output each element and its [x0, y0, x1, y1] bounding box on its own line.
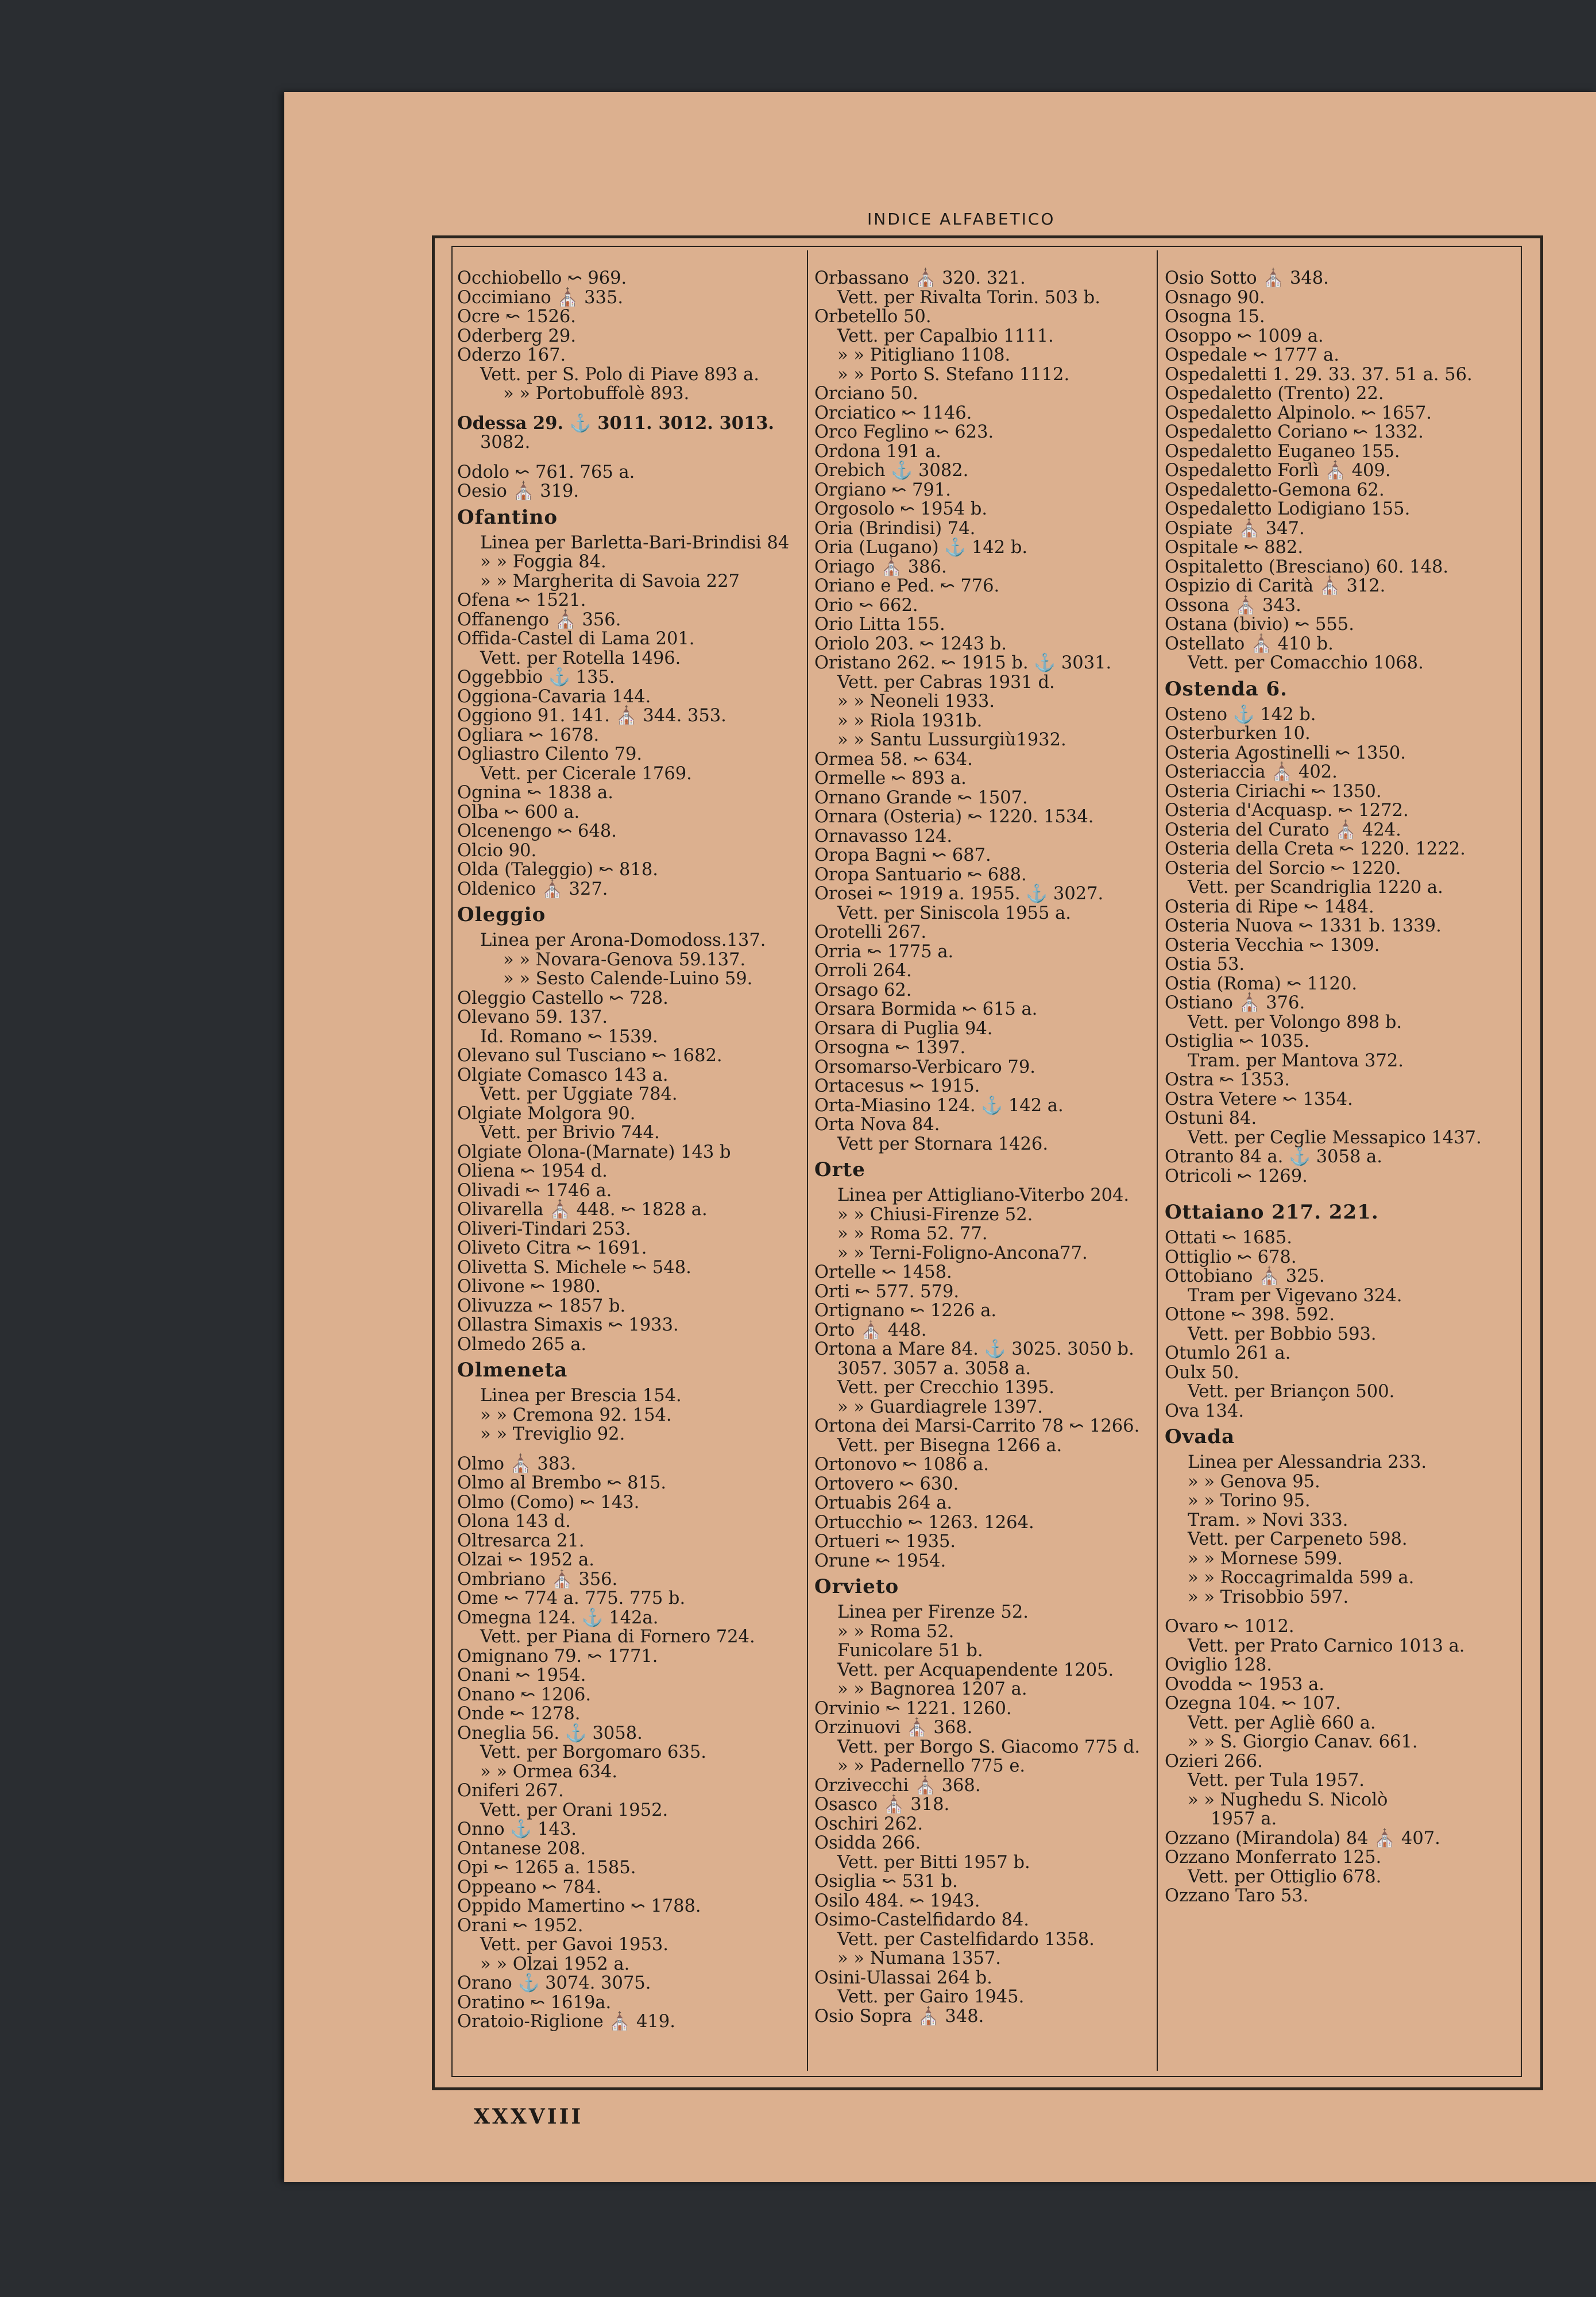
index-entry: Orta Nova 84. — [814, 1115, 940, 1135]
index-entry: Oggiona-Cavaria 144. — [457, 686, 651, 707]
index-entry: » » Portobuffolè 893. — [503, 384, 690, 404]
index-entry: Olgiate Olona-(Marnate) 143 b — [457, 1142, 731, 1162]
index-entry: Orebich ⚓ 3082. — [814, 461, 969, 481]
index-entry: Orsago 62. — [814, 980, 912, 1000]
index-entry: Orciano 50. — [814, 384, 918, 404]
index-entry: Olba ↜ 600 a. — [457, 802, 580, 822]
index-entry: Ospedaletto (Trento) 22. — [1165, 384, 1384, 404]
index-entry: Vett. per Cabras 1931 d. — [837, 672, 1055, 693]
index-entry: Olivuzza ↜ 1857 b. — [457, 1296, 626, 1316]
index-entry: Oppido Mamertino ↜ 1788. — [457, 1896, 701, 1916]
index-entry: 3057. 3057 a. 3058 a. — [837, 1358, 1031, 1379]
index-entry: Ostia (Roma) ↜ 1120. — [1165, 973, 1358, 994]
index-entry: Orroli 264. — [814, 961, 912, 981]
index-entry: 3082. — [480, 432, 531, 453]
index-entry: Ovaro ↜ 1012. — [1165, 1617, 1294, 1637]
index-entry: Osteria del Sorcio ↜ 1220. — [1165, 858, 1401, 879]
index-column-3 — [1165, 269, 1521, 1906]
index-entry: Ortignano ↜ 1226 a. — [814, 1301, 997, 1321]
index-entry: Ozzano (Mirandola) 84 ⛪ 407. — [1165, 1828, 1440, 1849]
index-entry: Ospedaletto Alpinolo. ↜ 1657. — [1165, 403, 1432, 423]
index-entry: Vett. per S. Polo di Piave 893 a. — [480, 364, 759, 385]
index-entry: » » Nughedu S. Nicolò — [1188, 1789, 1388, 1810]
index-entry: Ozegna 104. ↜ 107. — [1165, 1693, 1341, 1714]
index-entry: » » S. Giorgio Canav. 661. — [1188, 1732, 1418, 1752]
index-entry: Ostra ↜ 1353. — [1165, 1070, 1290, 1090]
index-entry: Vett. per Cicerale 1769. — [480, 763, 692, 784]
index-entry: Ogliastro Cilento 79. — [457, 744, 643, 764]
index-entry: Onani ↜ 1954. — [457, 1665, 586, 1685]
index-entry: Orbetello 50. — [814, 307, 932, 327]
index-entry: Oggebbio ⚓ 135. — [457, 667, 615, 687]
index-entry: » » Riola 1931b. — [837, 710, 983, 731]
section-heading: Ostenda 6. — [1165, 677, 1288, 701]
index-entry: Vett. per Bisegna 1266 a. — [837, 1435, 1062, 1456]
index-entry: Osasco ⛪ 318. — [814, 1795, 950, 1815]
index-entry: Ormea 58. ↜ 634. — [814, 749, 973, 769]
index-entry: Ortueri ↜ 1935. — [814, 1532, 956, 1552]
index-entry: Oniferi 267. — [457, 1781, 564, 1801]
spacer — [1165, 1607, 1521, 1617]
index-entry: Osilo 484. ↜ 1943. — [814, 1890, 980, 1911]
index-entry: Ornara (Osteria) ↜ 1220. 1534. — [814, 807, 1094, 827]
spacer — [457, 404, 802, 414]
index-entry: Orti ↜ 577. 579. — [814, 1281, 960, 1302]
index-entry: Occhiobello ↜ 969. — [457, 268, 627, 288]
section-heading: Oleggio — [457, 903, 546, 926]
index-entry: Vett. per Acquapendente 1205. — [837, 1660, 1114, 1680]
index-entry: Oropa Santuario ↜ 688. — [814, 864, 1027, 885]
index-entry: Osteno ⚓ 142 b. — [1165, 704, 1316, 725]
index-entry: Occimiano ⛪ 335. — [457, 287, 624, 308]
index-entry: Oliena ↜ 1954 d. — [457, 1161, 608, 1181]
index-entry: » » Terni-Foligno-Ancona77. — [837, 1243, 1088, 1263]
index-entry: Oriano e Ped. ↜ 776. — [814, 576, 1000, 596]
index-entry: Vett. per Scandriglia 1220 a. — [1188, 877, 1443, 898]
index-entry: Ostia 53. — [1165, 954, 1245, 975]
index-entry: » » Treviglio 92. — [480, 1424, 625, 1444]
index-entry: Orta-Miasino 124. ⚓ 142 a. — [814, 1095, 1064, 1116]
index-entry: Olcio 90. — [457, 840, 537, 861]
index-entry: Vett. per Borgo S. Giacomo 775 d. — [837, 1737, 1141, 1757]
index-entry: Orotelli 267. — [814, 922, 927, 942]
section-heading: Ofantino — [457, 505, 558, 529]
index-entry: Osio Sopra ⛪ 348. — [814, 2006, 984, 2027]
index-entry: Ome ↜ 774 a. 775. 775 b. — [457, 1588, 686, 1608]
index-entry: Omegna 124. ⚓ 142a. — [457, 1607, 659, 1628]
index-entry: Linea per Brescia 154. — [480, 1386, 682, 1406]
index-entry: Osteriaccia ⛪ 402. — [1165, 762, 1338, 782]
index-entry: Vett. per Agliè 660 a. — [1188, 1712, 1376, 1733]
index-entry: Osio Sotto ⛪ 348. — [1165, 268, 1329, 288]
index-column-2 — [814, 269, 1159, 2026]
index-entry: Osnago 90. — [1165, 287, 1265, 308]
index-entry: » » Sesto Calende-Luino 59. — [503, 969, 753, 989]
index-entry: Osteria della Creta ↜ 1220. 1222. — [1165, 839, 1466, 859]
index-entry: Ontanese 208. — [457, 1838, 586, 1859]
index-entry: Ossona ⛪ 343. — [1165, 595, 1301, 616]
page-header: INDICE ALFABETICO — [867, 210, 1056, 229]
index-entry: Ottone ↜ 398. 592. — [1165, 1305, 1335, 1325]
index-entry: » » Padernello 775 e. — [837, 1756, 1026, 1776]
index-entry: Offida-Castel di Lama 201. — [457, 629, 695, 649]
index-entry: Orani ↜ 1952. — [457, 1915, 583, 1936]
index-entry: Olivetta S. Michele ↜ 548. — [457, 1257, 691, 1278]
index-entry: Orio ↜ 662. — [814, 595, 918, 616]
index-entry: » » Foggia 84. — [480, 552, 606, 572]
index-entry: » » Chiusi-Firenze 52. — [837, 1204, 1033, 1225]
index-entry: Oltresarca 21. — [457, 1530, 585, 1551]
index-entry: Otranto 84 a. ⚓ 3058 a. — [1165, 1147, 1382, 1167]
index-entry: Oschiri 262. — [814, 1813, 923, 1834]
index-entry: Ovodda ↜ 1953 a. — [1165, 1674, 1324, 1695]
index-entry: Oristano 262. ↜ 1915 b. ⚓ 3031. — [814, 653, 1112, 673]
index-entry: Ostana (bivio) ↜ 555. — [1165, 614, 1354, 635]
index-entry: Olda (Taleggio) ↜ 818. — [457, 860, 658, 880]
index-column-1 — [457, 269, 802, 2032]
index-entry: Ordona 191 a. — [814, 441, 941, 462]
index-entry: Vett. per Carpeneto 598. — [1188, 1529, 1408, 1549]
index-entry: Vett. per Gairo 1945. — [837, 1987, 1025, 2007]
index-entry: Osogna 15. — [1165, 307, 1265, 327]
index-entry: Olgiate Comasco 143 a. — [457, 1065, 668, 1085]
index-entry: Vett. per Rivalta Torin. 503 b. — [837, 287, 1100, 308]
index-entry: Ogliara ↜ 1678. — [457, 725, 600, 745]
index-entry: Oriolo 203. ↜ 1243 b. — [814, 633, 1007, 654]
index-entry: Opi ↜ 1265 a. 1585. — [457, 1858, 636, 1878]
index-entry: Ortovero ↜ 630. — [814, 1474, 959, 1494]
index-entry: Vett. per Rotella 1496. — [480, 648, 681, 668]
index-entry: Osteria di Ripe ↜ 1484. — [1165, 896, 1374, 917]
index-entry: Ostuni 84. — [1165, 1108, 1257, 1128]
index-entry: Osteria Vecchia ↜ 1309. — [1165, 935, 1380, 956]
index-entry: Tram. » Novi 333. — [1188, 1510, 1348, 1530]
index-entry: Oldenico ⛪ 327. — [457, 879, 608, 899]
index-entry: Ospedaletto Forlì ⛪ 409. — [1165, 461, 1391, 481]
index-entry: Olivone ↜ 1980. — [457, 1277, 601, 1297]
index-entry: Oria (Brindisi) 74. — [814, 518, 976, 539]
index-entry: Ortelle ↜ 1458. — [814, 1262, 952, 1282]
index-entry: » » Mornese 599. — [1188, 1548, 1343, 1569]
index-entry: Orsara Bormida ↜ 615 a. — [814, 999, 1038, 1019]
index-entry: Ospedaletto Coriano ↜ 1332. — [1165, 422, 1424, 442]
index-entry: Ospiate ⛪ 347. — [1165, 518, 1305, 539]
index-entry: Osteria d'Acquasp. ↜ 1272. — [1165, 801, 1409, 821]
index-entry: Ospedaletti 1. 29. 33. 37. 51 a. 56. — [1165, 364, 1473, 385]
index-entry: Ospitale ↜ 882. — [1165, 537, 1304, 558]
index-entry: Ospedaletto-Gemona 62. — [1165, 479, 1385, 500]
index-entry: » » Ormea 634. — [480, 1761, 618, 1782]
index-entry: Tram. per Mantova 372. — [1188, 1050, 1404, 1071]
index-entry: Orzinuovi ⛪ 368. — [814, 1718, 973, 1738]
index-entry: Olevano sul Tusciano ↜ 1682. — [457, 1046, 722, 1066]
index-entry: Olmo al Brembo ↜ 815. — [457, 1473, 667, 1493]
index-entry: Olivadi ↜ 1746 a. — [457, 1180, 612, 1201]
index-entry: Orvinio ↜ 1221. 1260. — [814, 1698, 1012, 1719]
index-entry: Oppeano ↜ 784. — [457, 1877, 602, 1897]
index-entry: Oneglia 56. ⚓ 3058. — [457, 1723, 643, 1743]
index-entry: » » Bagnorea 1207 a. — [837, 1679, 1027, 1699]
index-entry: » » Santu Lussurgiù1932. — [837, 730, 1066, 750]
index-entry: Oropa Bagni ↜ 687. — [814, 845, 991, 865]
index-entry: Vett. per Prato Carnico 1013 a. — [1188, 1635, 1465, 1656]
index-entry: Orciatico ↜ 1146. — [814, 403, 972, 423]
index-entry: Otumlo 261 a. — [1165, 1343, 1291, 1363]
index-entry: Tram per Vigevano 324. — [1188, 1285, 1402, 1306]
index-entry: » » Porto S. Stefano 1112. — [837, 364, 1070, 385]
index-entry: Orsogna ↜ 1397. — [814, 1038, 966, 1058]
index-entry: Ofena ↜ 1521. — [457, 590, 586, 610]
index-entry: Orio Litta 155. — [814, 614, 945, 635]
index-entry: Orbassano ⛪ 320. 321. — [814, 268, 1026, 288]
index-entry: Vett. per Ceglie Messapico 1437. — [1188, 1127, 1482, 1148]
index-entry: Orune ↜ 1954. — [814, 1550, 946, 1571]
index-entry: » » Guardiagrele 1397. — [837, 1397, 1043, 1417]
index-entry: » » Roma 52. 77. — [837, 1224, 988, 1244]
index-entry: » » Neoneli 1933. — [837, 691, 995, 711]
index-entry: Osidda 266. — [814, 1833, 921, 1853]
page-number: XXXVIII — [474, 2105, 583, 2129]
index-entry: Funicolare 51 b. — [837, 1641, 983, 1661]
index-entry: Osteria Nuova ↜ 1331 b. 1339. — [1165, 916, 1442, 936]
index-entry: Orzivecchi ⛪ 368. — [814, 1775, 981, 1796]
index-entry: Olmo (Como) ↜ 143. — [457, 1492, 640, 1513]
index-entry: Orosei ↜ 1919 a. 1955. ⚓ 3027. — [814, 884, 1104, 904]
index-entry: Oderzo 167. — [457, 345, 566, 365]
index-entry: Ostiglia ↜ 1035. — [1165, 1031, 1310, 1051]
index-entry: Oleggio Castello ↜ 728. — [457, 988, 668, 1008]
index-entry: Orsomarso-Verbicaro 79. — [814, 1057, 1035, 1077]
index-entry: Onno ⚓ 143. — [457, 1819, 577, 1839]
index-entry: Ollastra Simaxis ↜ 1933. — [457, 1315, 679, 1335]
index-entry: » » Roccagrimalda 599 a. — [1188, 1568, 1415, 1588]
index-entry: Olzai ↜ 1952 a. — [457, 1550, 594, 1570]
index-entry: Orano ⚓ 3074. 3075. — [457, 1973, 651, 1993]
index-entry: Vett. per Ottiglio 678. — [1188, 1866, 1382, 1887]
index-entry: Osteria Agostinelli ↜ 1350. — [1165, 743, 1406, 763]
index-entry: Ottiglio ↜ 678. — [1165, 1247, 1297, 1267]
index-entry: Olgiate Molgora 90. — [457, 1103, 636, 1124]
index-entry: Ozzano Monferrato 125. — [1165, 1847, 1382, 1867]
index-entry: » » Roma 52. — [837, 1621, 954, 1642]
index-entry: Vett. per Briançon 500. — [1188, 1382, 1395, 1402]
index-entry: Odolo ↜ 761. 765 a. — [457, 462, 635, 482]
index-entry: Vett. per Uggiate 784. — [480, 1084, 678, 1104]
index-entry: » » Novara-Genova 59.137. — [503, 949, 746, 970]
column-rule — [807, 250, 808, 2071]
index-entry: Linea per Alessandria 233. — [1188, 1452, 1427, 1472]
section-heading: Ovada — [1165, 1425, 1235, 1448]
index-entry: Osoppo ↜ 1009 a. — [1165, 326, 1324, 346]
index-entry: » » Numana 1357. — [837, 1948, 1001, 1969]
index-entry: Oggiono 91. 141. ⛪ 344. 353. — [457, 706, 726, 726]
index-entry: Osterburken 10. — [1165, 724, 1311, 744]
index-entry: Ova 134. — [1165, 1401, 1245, 1421]
index-entry: Vett. per Castelfidardo 1358. — [837, 1929, 1095, 1950]
index-entry: Olmedo 265 a. — [457, 1334, 587, 1355]
index-entry: Ortona dei Marsi-Carrito 78 ↜ 1266. — [814, 1416, 1140, 1436]
index-entry: Ornavasso 124. — [814, 826, 953, 846]
index-entry: Oriago ⛪ 386. — [814, 556, 947, 577]
index-entry: Olivarella ⛪ 448. ↜ 1828 a. — [457, 1200, 708, 1220]
index-entry: Ombriano ⛪ 356. — [457, 1569, 618, 1590]
index-entry: Ognina ↜ 1838 a. — [457, 783, 613, 803]
index-entry: Osteria del Curato ⛪ 424. — [1165, 819, 1401, 840]
index-entry: Otricoli ↜ 1269. — [1165, 1166, 1308, 1186]
index-entry: Olcenengo ↜ 648. — [457, 821, 617, 841]
index-entry: » » Olzai 1952 a. — [480, 1954, 630, 1974]
index-entry: Ostra Vetere ↜ 1354. — [1165, 1089, 1353, 1109]
index-entry: Id. Romano ↜ 1539. — [480, 1026, 658, 1047]
index-entry: Vett. per Borgomaro 635. — [480, 1742, 706, 1762]
index-entry: Olona 143 d. — [457, 1511, 571, 1532]
index-entry: Ospedaletto Euganeo 155. — [1165, 441, 1400, 462]
index-entry: » » Torino 95. — [1188, 1491, 1311, 1511]
index-entry: » » Genova 95. — [1188, 1471, 1320, 1492]
index-entry: 1957 a. — [1211, 1809, 1277, 1829]
index-entry: Oulx 50. — [1165, 1362, 1239, 1383]
index-entry: Ospedaletto Lodigiano 155. — [1165, 499, 1410, 519]
index-entry: Linea per Barletta-Bari-Brindisi 84 — [480, 532, 790, 553]
spacer — [1165, 1186, 1521, 1196]
index-entry: Oesio ⛪ 319. — [457, 481, 579, 501]
index-entry: Orgosolo ↜ 1954 b. — [814, 499, 988, 519]
index-entry: Ospedale ↜ 1777 a. — [1165, 345, 1339, 365]
index-entry: Vett. per Comacchio 1068. — [1188, 653, 1424, 673]
section-heading: Ottaiano 217. 221. — [1165, 1201, 1379, 1224]
index-entry: Ocre ↜ 1526. — [457, 307, 576, 327]
index-entry: Ospizio di Carità ⛪ 312. — [1165, 576, 1386, 596]
index-entry: » » Pitigliano 1108. — [837, 345, 1011, 365]
index-entry: Vett. per Orani 1952. — [480, 1800, 668, 1820]
index-entry: Odessa 29. ⚓ 3011. 3012. 3013. — [457, 412, 775, 434]
index-entry: Vett. per Bitti 1957 b. — [837, 1852, 1030, 1873]
index-entry: Ozzano Taro 53. — [1165, 1886, 1309, 1906]
index-entry: Ortucchio ↜ 1263. 1264. — [814, 1512, 1034, 1533]
index-entry: Vett. per Tula 1957. — [1188, 1770, 1365, 1791]
index-entry: Vett. per Piana di Fornero 724. — [480, 1627, 755, 1647]
index-entry: Oria (Lugano) ⚓ 142 b. — [814, 537, 1028, 558]
index-entry: Omignano 79. ↜ 1771. — [457, 1646, 658, 1666]
index-entry: Ozieri 266. — [1165, 1751, 1263, 1772]
spacer — [457, 453, 802, 463]
index-entry: Ortuabis 264 a. — [814, 1493, 953, 1513]
index-entry: Ospitaletto (Bresciano) 60. 148. — [1165, 556, 1449, 577]
index-entry: Orgiano ↜ 791. — [814, 479, 951, 500]
index-entry: Olmo ⛪ 383. — [457, 1453, 577, 1474]
index-entry: Ornano Grande ↜ 1507. — [814, 787, 1028, 808]
index-entry: Vett. per Brivio 744. — [480, 1123, 660, 1143]
index-entry: Vett. per Bobbio 593. — [1188, 1324, 1377, 1344]
index-entry: » » Trisobbio 597. — [1188, 1587, 1349, 1607]
index-entry: Vett. per Capalbio 1111. — [837, 326, 1054, 346]
index-entry: Vett. per Crecchio 1395. — [837, 1378, 1054, 1398]
index-entry: Linea per Arona-Domodoss.137. — [480, 930, 766, 950]
index-entry: Offanengo ⛪ 356. — [457, 609, 621, 630]
index-entry: Oliveto Citra ↜ 1691. — [457, 1238, 647, 1258]
section-heading: Orvieto — [814, 1575, 899, 1598]
index-entry: Ottobiano ⛪ 325. — [1165, 1266, 1325, 1286]
index-entry: Oliveri-Tindari 253. — [457, 1219, 631, 1239]
index-entry: Onde ↜ 1278. — [457, 1704, 581, 1724]
section-heading: Olmeneta — [457, 1359, 568, 1382]
index-entry: Orsara di Puglia 94. — [814, 1018, 993, 1039]
index-entry: Ostellato ⛪ 410 b. — [1165, 633, 1334, 654]
index-entry: Ottati ↜ 1685. — [1165, 1228, 1292, 1248]
index-entry: » » Margherita di Savoia 227 — [480, 571, 740, 591]
spacer — [457, 1444, 802, 1455]
index-entry: Ortacesus ↜ 1915. — [814, 1076, 980, 1096]
index-entry: Osiglia ↜ 531 b. — [814, 1871, 958, 1892]
index-entry: Ortona a Mare 84. ⚓ 3025. 3050 b. — [814, 1339, 1134, 1359]
index-entry: Orto ⛪ 448. — [814, 1320, 927, 1340]
section-heading: Orte — [814, 1158, 865, 1181]
index-entry: Osimo-Castelfidardo 84. — [814, 1910, 1029, 1930]
index-entry: Onano ↜ 1206. — [457, 1684, 592, 1705]
index-entry: Linea per Firenze 52. — [837, 1602, 1029, 1622]
index-entry: Vett. per Siniscola 1955 a. — [837, 903, 1071, 923]
index-entry: Ormelle ↜ 893 a. — [814, 768, 967, 788]
index-entry: Linea per Attigliano-Viterbo 204. — [837, 1185, 1130, 1205]
index-entry: Vett. per Volongo 898 b. — [1188, 1012, 1402, 1033]
index-entry: Orria ↜ 1775 a. — [814, 941, 954, 962]
index-entry: Oderberg 29. — [457, 326, 577, 346]
index-entry: Ostiano ⛪ 376. — [1165, 993, 1305, 1013]
index-entry: Oviglio 128. — [1165, 1655, 1272, 1675]
index-entry: Olevano 59. 137. — [457, 1007, 608, 1027]
index-entry: Ortonovo ↜ 1086 a. — [814, 1455, 989, 1475]
index-entry: Osini-Ulassai 264 b. — [814, 1967, 992, 1988]
index-entry: » » Cremona 92. 154. — [480, 1405, 672, 1425]
index-entry: Oratino ↜ 1619a. — [457, 1992, 612, 2013]
index-entry: Vett. per Gavoi 1953. — [480, 1935, 668, 1955]
index-entry: Vett per Stornara 1426. — [837, 1134, 1049, 1154]
index-entry: Osteria Ciriachi ↜ 1350. — [1165, 781, 1382, 802]
index-entry: Orco Feglino ↜ 623. — [814, 422, 994, 442]
index-entry: Oratoio-Riglione ⛪ 419. — [457, 2012, 675, 2032]
